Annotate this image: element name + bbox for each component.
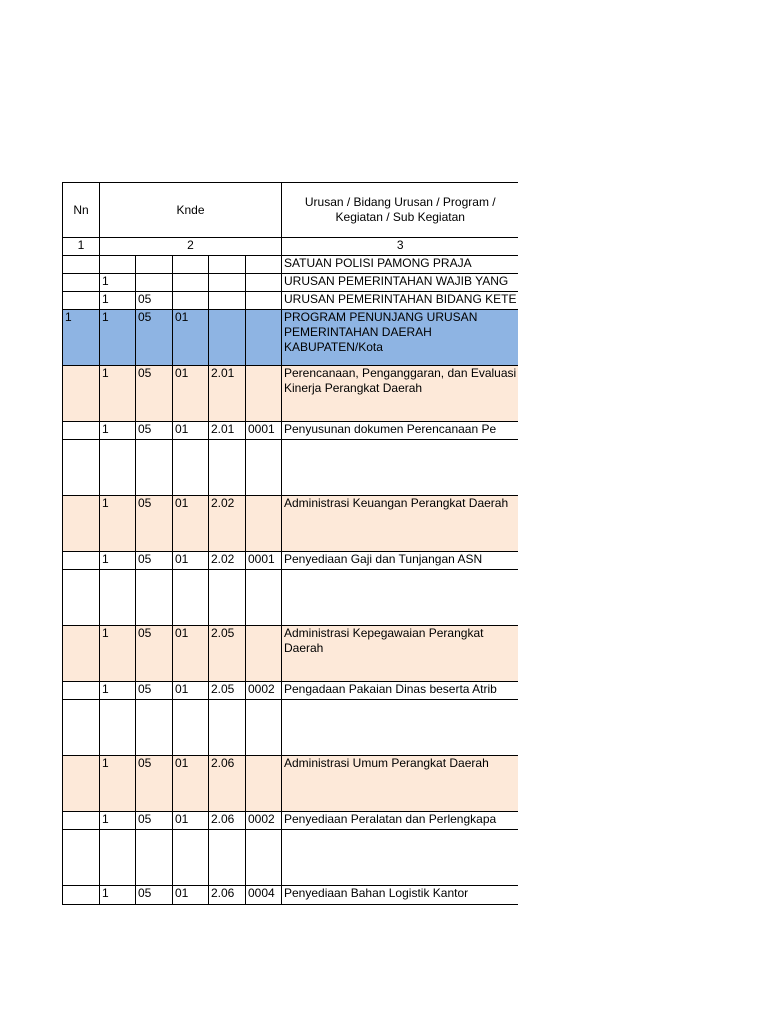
cell-program-code	[173, 292, 209, 310]
cell-bidang-code: 05	[136, 812, 173, 830]
table-row	[63, 756, 519, 812]
cell-uraian: PROGRAM PENUNJANG URUSAN PEMERINTAHAN DAERAH KABUPATEN/Kota	[282, 310, 519, 366]
table-row	[63, 700, 519, 756]
cell-subkegiatan-code: 0002	[246, 812, 282, 830]
cell-uraian	[282, 700, 519, 756]
cell-urusan-code: 1	[100, 886, 136, 905]
table-row	[63, 682, 519, 700]
cell-program-code: 01	[173, 496, 209, 552]
cell-subkegiatan-code	[246, 756, 282, 812]
cell-kegiatan-code: 2.01	[209, 366, 246, 422]
column-number-2: 2	[100, 238, 282, 256]
cell-nn	[63, 440, 100, 496]
cell-kegiatan-code: 2.02	[209, 496, 246, 552]
cell-bidang-code	[136, 256, 173, 274]
cell-urusan-code	[100, 440, 136, 496]
cell-program-code: 01	[173, 366, 209, 422]
cell-uraian: Administrasi Keuangan Perangkat Daerah	[282, 496, 519, 552]
cell-program-code: 01	[173, 756, 209, 812]
table-row	[63, 292, 519, 310]
table-row	[63, 570, 519, 626]
cell-subkegiatan-code	[246, 366, 282, 422]
cell-urusan-code	[100, 256, 136, 274]
cell-bidang-code: 05	[136, 682, 173, 700]
cell-nn	[63, 626, 100, 682]
cell-kegiatan-code: 2.06	[209, 812, 246, 830]
cell-nn	[63, 366, 100, 422]
cell-uraian: Administrasi Kepegawaian Perangkat Daerah	[282, 626, 519, 682]
cell-kegiatan-code	[209, 700, 246, 756]
cell-uraian	[282, 570, 519, 626]
cell-bidang-code: 05	[136, 496, 173, 552]
cell-subkegiatan-code: 0004	[246, 886, 282, 905]
table-row	[63, 366, 519, 422]
cell-uraian: Penyediaan Bahan Logistik Kantor	[282, 886, 519, 905]
cell-subkegiatan-code	[246, 292, 282, 310]
column-number-1: 1	[63, 238, 100, 256]
table-row	[63, 440, 519, 496]
cell-program-code: 01	[173, 310, 209, 366]
cell-subkegiatan-code: 0002	[246, 682, 282, 700]
column-number-row	[63, 238, 519, 256]
column-number-3: 3	[282, 238, 519, 256]
cell-nn	[63, 756, 100, 812]
cell-program-code	[173, 440, 209, 496]
cell-urusan-code: 1	[100, 422, 136, 440]
cell-urusan-code: 1	[100, 310, 136, 366]
cell-program-code: 01	[173, 886, 209, 905]
cell-uraian: SATUAN POLISI PAMONG PRAJA	[282, 256, 519, 274]
cell-urusan-code: 1	[100, 274, 136, 292]
cell-nn	[63, 256, 100, 274]
cell-uraian: Pengadaan Pakaian Dinas beserta Atrib	[282, 682, 519, 700]
cell-nn	[63, 552, 100, 570]
cell-nn	[63, 700, 100, 756]
cell-subkegiatan-code	[246, 700, 282, 756]
cell-bidang-code	[136, 830, 173, 886]
cell-bidang-code	[136, 570, 173, 626]
cell-bidang-code	[136, 440, 173, 496]
cell-urusan-code: 1	[100, 366, 136, 422]
cell-urusan-code	[100, 700, 136, 756]
cell-bidang-code: 05	[136, 886, 173, 905]
cell-nn	[63, 274, 100, 292]
cell-kegiatan-code: 2.02	[209, 552, 246, 570]
table-row	[63, 830, 519, 886]
cell-program-code	[173, 274, 209, 292]
cell-subkegiatan-code	[246, 496, 282, 552]
table-row	[63, 812, 519, 830]
cell-nn	[63, 570, 100, 626]
cell-subkegiatan-code	[246, 440, 282, 496]
table-row	[63, 422, 519, 440]
header-urusan: Urusan / Bidang Urusan / Program / Kegiatan / Sub Kegiatan	[282, 183, 519, 238]
cell-kegiatan-code: 2.06	[209, 886, 246, 905]
cell-nn: 1	[63, 310, 100, 366]
cell-nn	[63, 886, 100, 905]
header-knde: Knde	[100, 183, 282, 238]
cell-bidang-code: 05	[136, 422, 173, 440]
cell-urusan-code: 1	[100, 552, 136, 570]
cell-subkegiatan-code	[246, 274, 282, 292]
cell-uraian: Penyusunan dokumen Perencanaan Pe	[282, 422, 519, 440]
cell-bidang-code: 05	[136, 310, 173, 366]
cell-bidang-code	[136, 700, 173, 756]
cell-nn	[63, 422, 100, 440]
cell-program-code	[173, 830, 209, 886]
cell-uraian: Perencanaan, Penganggaran, dan Evaluasi Kinerja Perangkat Daerah	[282, 366, 519, 422]
cell-urusan-code: 1	[100, 626, 136, 682]
cell-subkegiatan-code	[246, 830, 282, 886]
cell-kegiatan-code	[209, 292, 246, 310]
cell-bidang-code: 05	[136, 292, 173, 310]
cell-kegiatan-code: 2.05	[209, 682, 246, 700]
cell-kegiatan-code	[209, 570, 246, 626]
header-row	[63, 183, 519, 238]
cell-subkegiatan-code	[246, 256, 282, 274]
cell-program-code: 01	[173, 626, 209, 682]
cell-urusan-code: 1	[100, 292, 136, 310]
cell-kegiatan-code	[209, 274, 246, 292]
cell-nn	[63, 812, 100, 830]
cell-bidang-code: 05	[136, 756, 173, 812]
cell-kegiatan-code	[209, 830, 246, 886]
cell-kegiatan-code: 2.01	[209, 422, 246, 440]
cell-nn	[63, 496, 100, 552]
cell-urusan-code: 1	[100, 812, 136, 830]
table-row	[63, 274, 519, 292]
cell-kegiatan-code	[209, 440, 246, 496]
cell-uraian: Administrasi Umum Perangkat Daerah	[282, 756, 519, 812]
cell-urusan-code: 1	[100, 496, 136, 552]
cell-kegiatan-code	[209, 256, 246, 274]
cell-program-code: 01	[173, 812, 209, 830]
table-row	[63, 626, 519, 682]
cell-bidang-code: 05	[136, 366, 173, 422]
cell-uraian: URUSAN PEMERINTAHAN BIDANG KETE	[282, 292, 519, 310]
cell-program-code	[173, 700, 209, 756]
table-row	[63, 256, 519, 274]
cell-urusan-code: 1	[100, 756, 136, 812]
cell-nn	[63, 292, 100, 310]
cell-uraian: Penyediaan Gaji dan Tunjangan ASN	[282, 552, 519, 570]
cell-subkegiatan-code	[246, 570, 282, 626]
table-row	[63, 552, 519, 570]
cell-bidang-code	[136, 274, 173, 292]
cell-subkegiatan-code	[246, 310, 282, 366]
cell-program-code: 01	[173, 682, 209, 700]
cell-uraian: Penyediaan Peralatan dan Perlengkapa	[282, 812, 519, 830]
cell-nn	[63, 682, 100, 700]
table-row	[63, 310, 519, 366]
cell-uraian	[282, 440, 519, 496]
cell-urusan-code: 1	[100, 682, 136, 700]
cell-program-code	[173, 570, 209, 626]
cell-uraian: URUSAN PEMERINTAHAN WAJIB YANG	[282, 274, 519, 292]
cell-kegiatan-code	[209, 310, 246, 366]
cell-program-code	[173, 256, 209, 274]
cell-uraian	[282, 830, 519, 886]
header-nn: Nn	[63, 183, 100, 238]
cell-kegiatan-code: 2.06	[209, 756, 246, 812]
cell-kegiatan-code: 2.05	[209, 626, 246, 682]
table-row	[63, 886, 519, 905]
budget-spreadsheet	[62, 182, 518, 905]
cell-subkegiatan-code: 0001	[246, 422, 282, 440]
cell-urusan-code	[100, 830, 136, 886]
cell-nn	[63, 830, 100, 886]
cell-bidang-code: 05	[136, 626, 173, 682]
cell-bidang-code: 05	[136, 552, 173, 570]
cell-program-code: 01	[173, 552, 209, 570]
cell-urusan-code	[100, 570, 136, 626]
cell-program-code: 01	[173, 422, 209, 440]
table-row	[63, 496, 519, 552]
cell-subkegiatan-code: 0001	[246, 552, 282, 570]
cell-subkegiatan-code	[246, 626, 282, 682]
